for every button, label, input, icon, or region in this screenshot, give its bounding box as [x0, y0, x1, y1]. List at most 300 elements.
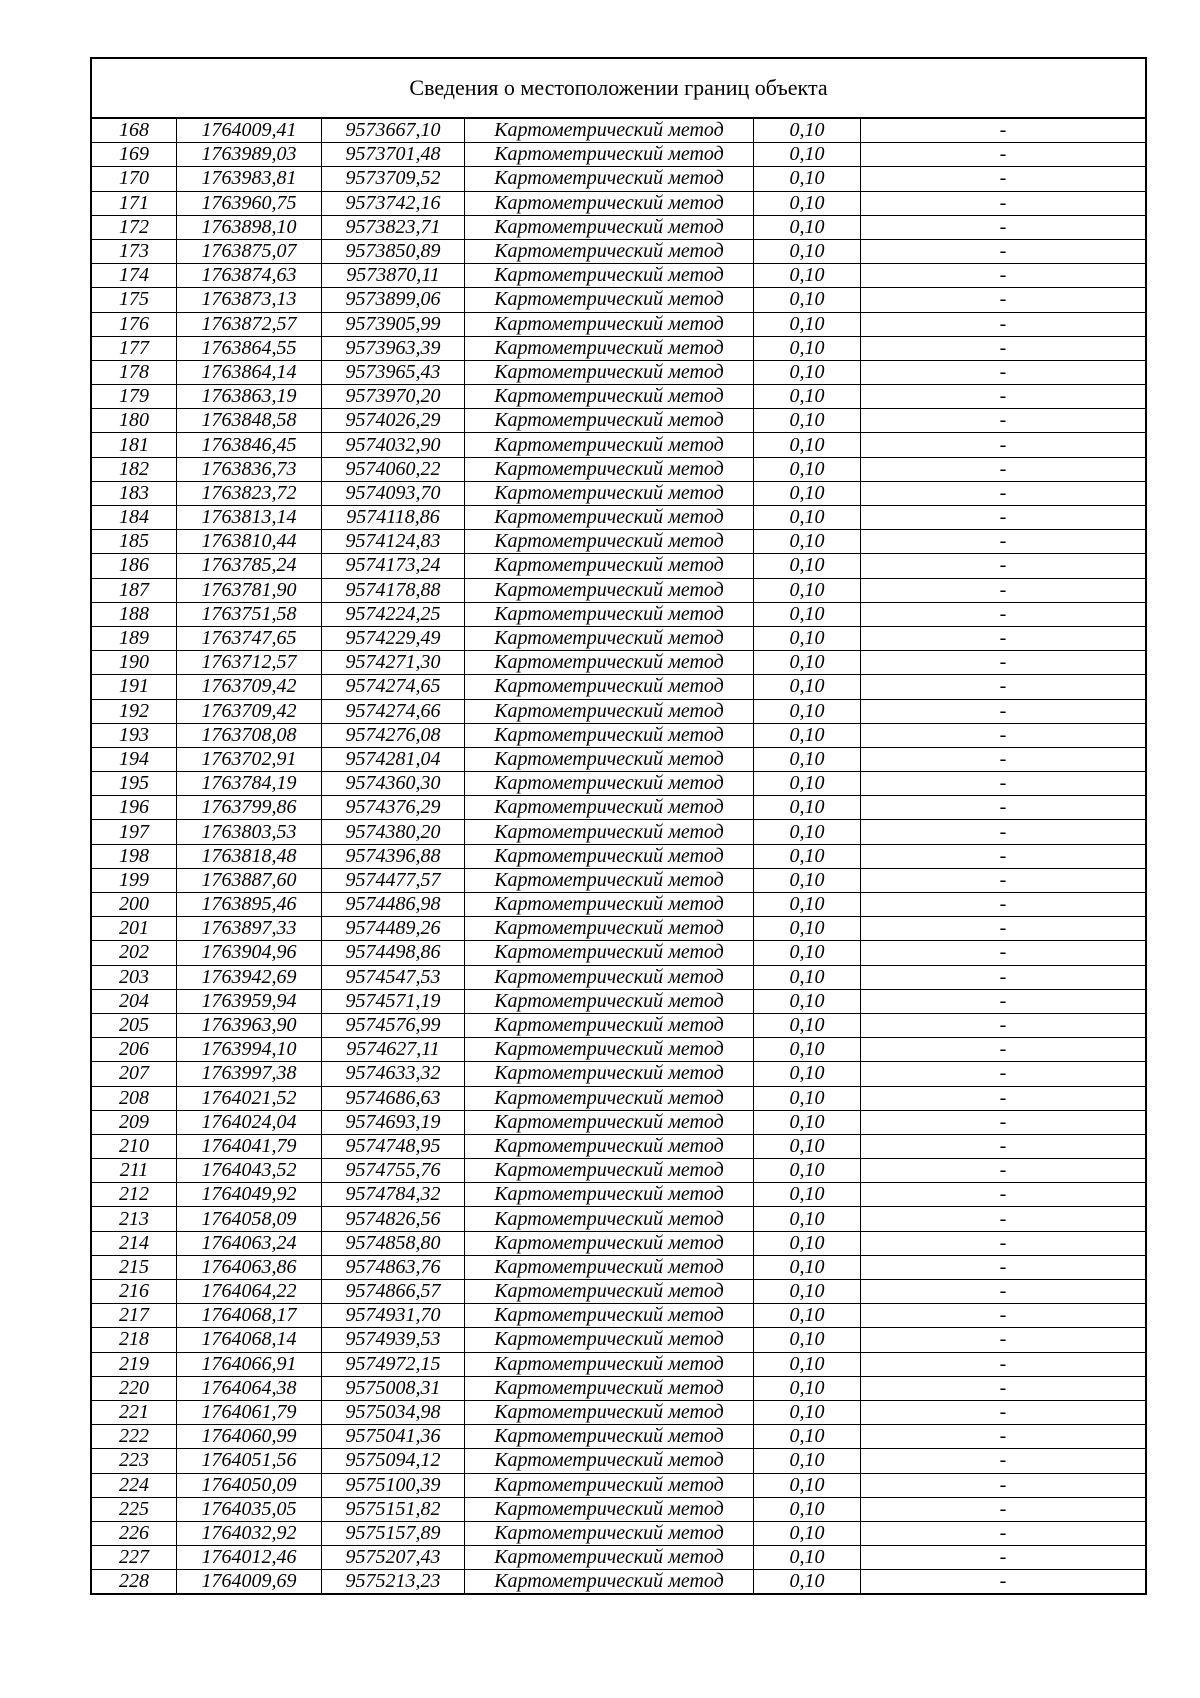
point-number-cell: 200 — [92, 893, 177, 917]
x-coordinate-cell: 1764068,17 — [177, 1304, 322, 1328]
table-row — [92, 1013, 1145, 1037]
description-cell: - — [861, 820, 1146, 844]
point-number-cell: 178 — [92, 360, 177, 384]
x-coordinate-cell: 1763863,19 — [177, 385, 322, 409]
y-coordinate-cell: 9575213,23 — [322, 1570, 465, 1594]
accuracy-cell: 0,10 — [754, 554, 861, 578]
x-coordinate-cell: 1764049,92 — [177, 1183, 322, 1207]
description-cell: - — [861, 215, 1146, 239]
x-coordinate-cell: 1763823,72 — [177, 481, 322, 505]
table-row — [92, 965, 1145, 989]
y-coordinate-cell: 9574486,98 — [322, 893, 465, 917]
description-cell: - — [861, 1497, 1146, 1521]
accuracy-cell: 0,10 — [754, 1159, 861, 1183]
y-coordinate-cell: 9574627,11 — [322, 1038, 465, 1062]
table-row — [92, 506, 1145, 530]
x-coordinate-cell: 1763983,81 — [177, 167, 322, 191]
x-coordinate-cell: 1764009,41 — [177, 119, 322, 143]
description-cell: - — [861, 1304, 1146, 1328]
method-cell: Картометрический метод — [465, 917, 754, 941]
method-cell: Картометрический метод — [465, 1352, 754, 1376]
table-row — [92, 868, 1145, 892]
table-row — [92, 481, 1145, 505]
description-cell: - — [861, 457, 1146, 481]
description-cell: - — [861, 917, 1146, 941]
description-cell: - — [861, 239, 1146, 263]
method-cell: Картометрический метод — [465, 215, 754, 239]
method-cell: Картометрический метод — [465, 239, 754, 263]
method-cell: Картометрический метод — [465, 1546, 754, 1570]
method-cell: Картометрический метод — [465, 772, 754, 796]
accuracy-cell: 0,10 — [754, 917, 861, 941]
table-row — [92, 167, 1145, 191]
y-coordinate-cell: 9574931,70 — [322, 1304, 465, 1328]
y-coordinate-cell: 9574380,20 — [322, 820, 465, 844]
table-row — [92, 409, 1145, 433]
point-number-cell: 213 — [92, 1207, 177, 1231]
x-coordinate-cell: 1763887,60 — [177, 868, 322, 892]
point-number-cell: 216 — [92, 1280, 177, 1304]
y-coordinate-cell: 9574547,53 — [322, 965, 465, 989]
table-row — [92, 844, 1145, 868]
description-cell: - — [861, 965, 1146, 989]
description-cell: - — [861, 1159, 1146, 1183]
method-cell: Картометрический метод — [465, 288, 754, 312]
x-coordinate-cell: 1763864,55 — [177, 336, 322, 360]
table-row — [92, 699, 1145, 723]
description-cell: - — [861, 1231, 1146, 1255]
point-number-cell: 188 — [92, 602, 177, 626]
table-row — [92, 1473, 1145, 1497]
x-coordinate-cell: 1764009,69 — [177, 1570, 322, 1594]
description-cell: - — [861, 1449, 1146, 1473]
description-cell: - — [861, 723, 1146, 747]
method-cell: Картометрический метод — [465, 1570, 754, 1594]
y-coordinate-cell: 9574633,32 — [322, 1062, 465, 1086]
accuracy-cell: 0,10 — [754, 409, 861, 433]
table-row — [92, 1255, 1145, 1279]
x-coordinate-cell: 1763895,46 — [177, 893, 322, 917]
description-cell: - — [861, 554, 1146, 578]
accuracy-cell: 0,10 — [754, 1304, 861, 1328]
x-coordinate-cell: 1763702,91 — [177, 747, 322, 771]
x-coordinate-cell: 1764043,52 — [177, 1159, 322, 1183]
method-cell: Картометрический метод — [465, 1086, 754, 1110]
method-cell: Картометрический метод — [465, 1376, 754, 1400]
description-cell: - — [861, 1425, 1146, 1449]
method-cell: Картометрический метод — [465, 409, 754, 433]
accuracy-cell: 0,10 — [754, 312, 861, 336]
y-coordinate-cell: 9575151,82 — [322, 1497, 465, 1521]
y-coordinate-cell: 9574271,30 — [322, 651, 465, 675]
method-cell: Картометрический метод — [465, 554, 754, 578]
y-coordinate-cell: 9574571,19 — [322, 989, 465, 1013]
accuracy-cell: 0,10 — [754, 844, 861, 868]
accuracy-cell: 0,10 — [754, 626, 861, 650]
x-coordinate-cell: 1763709,42 — [177, 699, 322, 723]
x-coordinate-cell: 1763810,44 — [177, 530, 322, 554]
method-cell: Картометрический метод — [465, 1207, 754, 1231]
point-number-cell: 228 — [92, 1570, 177, 1594]
x-coordinate-cell: 1763904,96 — [177, 941, 322, 965]
accuracy-cell: 0,10 — [754, 288, 861, 312]
accuracy-cell: 0,10 — [754, 893, 861, 917]
method-cell: Картометрический метод — [465, 457, 754, 481]
table-row — [92, 1546, 1145, 1570]
x-coordinate-cell: 1764058,09 — [177, 1207, 322, 1231]
description-cell: - — [861, 893, 1146, 917]
description-cell: - — [861, 1570, 1146, 1594]
description-cell: - — [861, 1038, 1146, 1062]
x-coordinate-cell: 1763873,13 — [177, 288, 322, 312]
coordinates-sheet — [90, 57, 1147, 1595]
y-coordinate-cell: 9574972,15 — [322, 1352, 465, 1376]
table-row — [92, 796, 1145, 820]
method-cell: Картометрический метод — [465, 143, 754, 167]
y-coordinate-cell: 9573709,52 — [322, 167, 465, 191]
method-cell: Картометрический метод — [465, 1231, 754, 1255]
table-row — [92, 1134, 1145, 1158]
description-cell: - — [861, 191, 1146, 215]
description-cell: - — [861, 264, 1146, 288]
point-number-cell: 183 — [92, 481, 177, 505]
method-cell: Картометрический метод — [465, 675, 754, 699]
method-cell: Картометрический метод — [465, 1521, 754, 1545]
y-coordinate-cell: 9574124,83 — [322, 530, 465, 554]
accuracy-cell: 0,10 — [754, 1207, 861, 1231]
method-cell: Картометрический метод — [465, 433, 754, 457]
accuracy-cell: 0,10 — [754, 1062, 861, 1086]
point-number-cell: 204 — [92, 989, 177, 1013]
method-cell: Картометрический метод — [465, 893, 754, 917]
point-number-cell: 198 — [92, 844, 177, 868]
x-coordinate-cell: 1763836,73 — [177, 457, 322, 481]
accuracy-cell: 0,10 — [754, 1376, 861, 1400]
point-number-cell: 202 — [92, 941, 177, 965]
table-row — [92, 578, 1145, 602]
description-cell: - — [861, 868, 1146, 892]
y-coordinate-cell: 9573701,48 — [322, 143, 465, 167]
table-row — [92, 1304, 1145, 1328]
accuracy-cell: 0,10 — [754, 651, 861, 675]
accuracy-cell: 0,10 — [754, 723, 861, 747]
y-coordinate-cell: 9575207,43 — [322, 1546, 465, 1570]
method-cell: Картометрический метод — [465, 167, 754, 191]
x-coordinate-cell: 1763963,90 — [177, 1013, 322, 1037]
y-coordinate-cell: 9575008,31 — [322, 1376, 465, 1400]
x-coordinate-cell: 1764021,52 — [177, 1086, 322, 1110]
y-coordinate-cell: 9574360,30 — [322, 772, 465, 796]
y-coordinate-cell: 9574032,90 — [322, 433, 465, 457]
point-number-cell: 217 — [92, 1304, 177, 1328]
accuracy-cell: 0,10 — [754, 239, 861, 263]
table-row — [92, 1521, 1145, 1545]
x-coordinate-cell: 1763989,03 — [177, 143, 322, 167]
method-cell: Картометрический метод — [465, 626, 754, 650]
point-number-cell: 179 — [92, 385, 177, 409]
y-coordinate-cell: 9574858,80 — [322, 1231, 465, 1255]
description-cell: - — [861, 1207, 1146, 1231]
point-number-cell: 203 — [92, 965, 177, 989]
x-coordinate-cell: 1763959,94 — [177, 989, 322, 1013]
description-cell: - — [861, 1183, 1146, 1207]
method-cell: Картометрический метод — [465, 723, 754, 747]
description-cell: - — [861, 772, 1146, 796]
description-cell: - — [861, 409, 1146, 433]
y-coordinate-cell: 9574376,29 — [322, 796, 465, 820]
accuracy-cell: 0,10 — [754, 1086, 861, 1110]
description-cell: - — [861, 312, 1146, 336]
method-cell: Картометрический метод — [465, 119, 754, 143]
y-coordinate-cell: 9574060,22 — [322, 457, 465, 481]
y-coordinate-cell: 9574826,56 — [322, 1207, 465, 1231]
x-coordinate-cell: 1764032,92 — [177, 1521, 322, 1545]
y-coordinate-cell: 9574748,95 — [322, 1134, 465, 1158]
point-number-cell: 182 — [92, 457, 177, 481]
table-row — [92, 1328, 1145, 1352]
point-number-cell: 226 — [92, 1521, 177, 1545]
point-number-cell: 227 — [92, 1546, 177, 1570]
x-coordinate-cell: 1764064,22 — [177, 1280, 322, 1304]
table-row — [92, 1570, 1145, 1594]
accuracy-cell: 0,10 — [754, 868, 861, 892]
point-number-cell: 221 — [92, 1400, 177, 1424]
table-row — [92, 1497, 1145, 1521]
table-row — [92, 1207, 1145, 1231]
y-coordinate-cell: 9573965,43 — [322, 360, 465, 384]
y-coordinate-cell: 9574229,49 — [322, 626, 465, 650]
method-cell: Картометрический метод — [465, 941, 754, 965]
description-cell: - — [861, 143, 1146, 167]
y-coordinate-cell: 9574686,63 — [322, 1086, 465, 1110]
point-number-cell: 194 — [92, 747, 177, 771]
table-row — [92, 1231, 1145, 1255]
method-cell: Картометрический метод — [465, 651, 754, 675]
x-coordinate-cell: 1764068,14 — [177, 1328, 322, 1352]
y-coordinate-cell: 9573970,20 — [322, 385, 465, 409]
accuracy-cell: 0,10 — [754, 820, 861, 844]
method-cell: Картометрический метод — [465, 1038, 754, 1062]
method-cell: Картометрический метод — [465, 747, 754, 771]
point-number-cell: 223 — [92, 1449, 177, 1473]
accuracy-cell: 0,10 — [754, 1570, 861, 1594]
method-cell: Картометрический метод — [465, 530, 754, 554]
accuracy-cell: 0,10 — [754, 1328, 861, 1352]
y-coordinate-cell: 9574093,70 — [322, 481, 465, 505]
description-cell: - — [861, 288, 1146, 312]
x-coordinate-cell: 1763872,57 — [177, 312, 322, 336]
method-cell: Картометрический метод — [465, 699, 754, 723]
point-number-cell: 222 — [92, 1425, 177, 1449]
point-number-cell: 197 — [92, 820, 177, 844]
description-cell: - — [861, 675, 1146, 699]
description-cell: - — [861, 578, 1146, 602]
point-number-cell: 195 — [92, 772, 177, 796]
accuracy-cell: 0,10 — [754, 699, 861, 723]
description-cell: - — [861, 336, 1146, 360]
y-coordinate-cell: 9574755,76 — [322, 1159, 465, 1183]
method-cell: Картометрический метод — [465, 1183, 754, 1207]
x-coordinate-cell: 1763781,90 — [177, 578, 322, 602]
description-cell: - — [861, 1546, 1146, 1570]
y-coordinate-cell: 9574396,88 — [322, 844, 465, 868]
point-number-cell: 208 — [92, 1086, 177, 1110]
description-cell: - — [861, 1352, 1146, 1376]
description-cell: - — [861, 1134, 1146, 1158]
table-row — [92, 941, 1145, 965]
point-number-cell: 219 — [92, 1352, 177, 1376]
accuracy-cell: 0,10 — [754, 336, 861, 360]
table-row — [92, 723, 1145, 747]
description-cell: - — [861, 796, 1146, 820]
method-cell: Картометрический метод — [465, 989, 754, 1013]
table-row — [92, 820, 1145, 844]
y-coordinate-cell: 9574274,66 — [322, 699, 465, 723]
description-cell: - — [861, 1255, 1146, 1279]
point-number-cell: 177 — [92, 336, 177, 360]
point-number-cell: 205 — [92, 1013, 177, 1037]
point-number-cell: 199 — [92, 868, 177, 892]
accuracy-cell: 0,10 — [754, 1352, 861, 1376]
y-coordinate-cell: 9574178,88 — [322, 578, 465, 602]
method-cell: Картометрический метод — [465, 1255, 754, 1279]
description-cell: - — [861, 119, 1146, 143]
method-cell: Картометрический метод — [465, 1304, 754, 1328]
point-number-cell: 186 — [92, 554, 177, 578]
x-coordinate-cell: 1764063,24 — [177, 1231, 322, 1255]
table-row — [92, 336, 1145, 360]
description-cell: - — [861, 1013, 1146, 1037]
method-cell: Картометрический метод — [465, 385, 754, 409]
description-cell: - — [861, 602, 1146, 626]
method-cell: Картометрический метод — [465, 312, 754, 336]
description-cell: - — [861, 747, 1146, 771]
method-cell: Картометрический метод — [465, 506, 754, 530]
x-coordinate-cell: 1763785,24 — [177, 554, 322, 578]
method-cell: Картометрический метод — [465, 1134, 754, 1158]
table-row — [92, 675, 1145, 699]
accuracy-cell: 0,10 — [754, 433, 861, 457]
point-number-cell: 214 — [92, 1231, 177, 1255]
y-coordinate-cell: 9573850,89 — [322, 239, 465, 263]
x-coordinate-cell: 1763709,42 — [177, 675, 322, 699]
description-cell: - — [861, 1328, 1146, 1352]
table-row — [92, 1062, 1145, 1086]
accuracy-cell: 0,10 — [754, 167, 861, 191]
accuracy-cell: 0,10 — [754, 1255, 861, 1279]
point-number-cell: 168 — [92, 119, 177, 143]
point-number-cell: 209 — [92, 1110, 177, 1134]
y-coordinate-cell: 9575034,98 — [322, 1400, 465, 1424]
y-coordinate-cell: 9574863,76 — [322, 1255, 465, 1279]
point-number-cell: 184 — [92, 506, 177, 530]
accuracy-cell: 0,10 — [754, 1110, 861, 1134]
x-coordinate-cell: 1763818,48 — [177, 844, 322, 868]
method-cell: Картометрический метод — [465, 1328, 754, 1352]
table-row — [92, 119, 1145, 143]
point-number-cell: 180 — [92, 409, 177, 433]
x-coordinate-cell: 1764050,09 — [177, 1473, 322, 1497]
point-number-cell: 176 — [92, 312, 177, 336]
accuracy-cell: 0,10 — [754, 457, 861, 481]
x-coordinate-cell: 1764064,38 — [177, 1376, 322, 1400]
y-coordinate-cell: 9574576,99 — [322, 1013, 465, 1037]
table-row — [92, 1352, 1145, 1376]
point-number-cell: 225 — [92, 1497, 177, 1521]
x-coordinate-cell: 1763751,58 — [177, 602, 322, 626]
x-coordinate-cell: 1763848,58 — [177, 409, 322, 433]
description-cell: - — [861, 989, 1146, 1013]
x-coordinate-cell: 1763875,07 — [177, 239, 322, 263]
point-number-cell: 207 — [92, 1062, 177, 1086]
point-number-cell: 174 — [92, 264, 177, 288]
accuracy-cell: 0,10 — [754, 772, 861, 796]
point-number-cell: 193 — [92, 723, 177, 747]
point-number-cell: 170 — [92, 167, 177, 191]
method-cell: Картометрический метод — [465, 1449, 754, 1473]
point-number-cell: 173 — [92, 239, 177, 263]
coordinates-table — [92, 119, 1145, 1593]
table-row — [92, 1110, 1145, 1134]
method-cell: Картометрический метод — [465, 602, 754, 626]
accuracy-cell: 0,10 — [754, 506, 861, 530]
table-row — [92, 554, 1145, 578]
table-row — [92, 1086, 1145, 1110]
table-row — [92, 288, 1145, 312]
table-row — [92, 143, 1145, 167]
y-coordinate-cell: 9574477,57 — [322, 868, 465, 892]
y-coordinate-cell: 9573905,99 — [322, 312, 465, 336]
accuracy-cell: 0,10 — [754, 1038, 861, 1062]
method-cell: Картометрический метод — [465, 868, 754, 892]
method-cell: Картометрический метод — [465, 336, 754, 360]
table-row — [92, 530, 1145, 554]
table-row — [92, 457, 1145, 481]
y-coordinate-cell: 9573870,11 — [322, 264, 465, 288]
point-number-cell: 175 — [92, 288, 177, 312]
description-cell: - — [861, 1062, 1146, 1086]
method-cell: Картометрический метод — [465, 1473, 754, 1497]
table-row — [92, 1400, 1145, 1424]
point-number-cell: 172 — [92, 215, 177, 239]
description-cell: - — [861, 651, 1146, 675]
y-coordinate-cell: 9574276,08 — [322, 723, 465, 747]
method-cell: Картометрический метод — [465, 1062, 754, 1086]
table-row — [92, 360, 1145, 384]
accuracy-cell: 0,10 — [754, 264, 861, 288]
table-row — [92, 1425, 1145, 1449]
x-coordinate-cell: 1764012,46 — [177, 1546, 322, 1570]
method-cell: Картометрический метод — [465, 796, 754, 820]
y-coordinate-cell: 9574489,26 — [322, 917, 465, 941]
description-cell: - — [861, 385, 1146, 409]
description-cell: - — [861, 360, 1146, 384]
accuracy-cell: 0,10 — [754, 1425, 861, 1449]
description-cell: - — [861, 1521, 1146, 1545]
x-coordinate-cell: 1763747,65 — [177, 626, 322, 650]
description-cell: - — [861, 506, 1146, 530]
x-coordinate-cell: 1763997,38 — [177, 1062, 322, 1086]
table-row — [92, 989, 1145, 1013]
point-number-cell: 215 — [92, 1255, 177, 1279]
y-coordinate-cell: 9573899,06 — [322, 288, 465, 312]
table-row — [92, 1376, 1145, 1400]
table-row — [92, 772, 1145, 796]
x-coordinate-cell: 1763708,08 — [177, 723, 322, 747]
point-number-cell: 196 — [92, 796, 177, 820]
point-number-cell: 187 — [92, 578, 177, 602]
table-row — [92, 917, 1145, 941]
